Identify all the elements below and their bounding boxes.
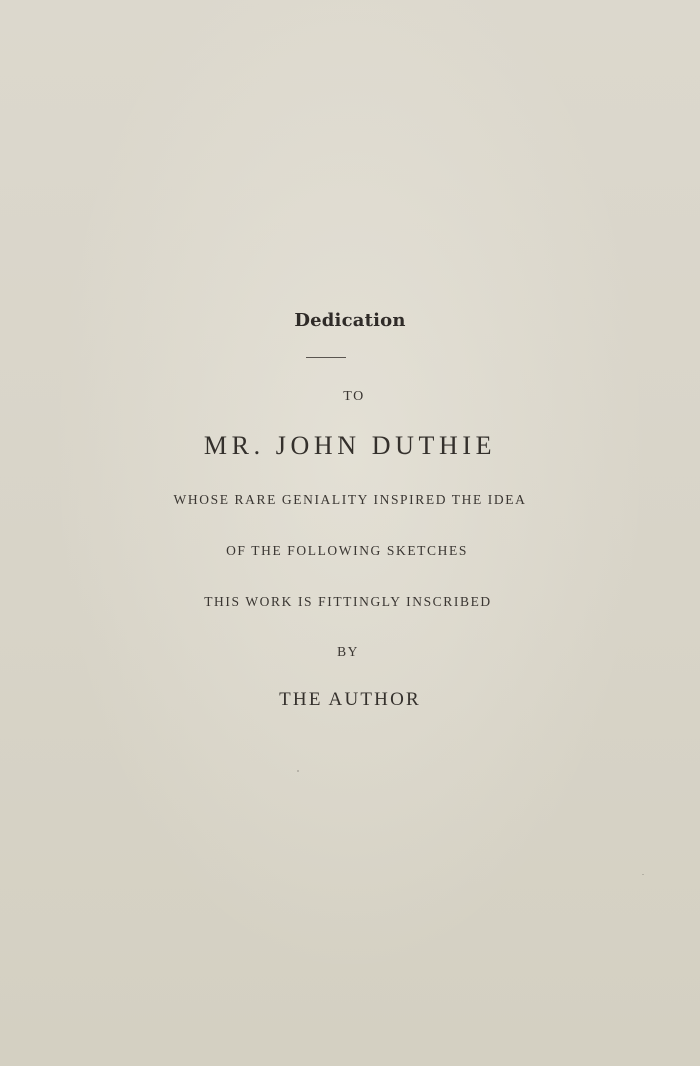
dedication-line-3: THIS WORK IS FITTINGLY INSCRIBED <box>204 594 492 609</box>
dedication-heading: Dedication <box>294 310 406 331</box>
paper-speck <box>297 770 299 772</box>
dedication-signature: THE AUTHOR <box>279 689 421 710</box>
dedication-line-2: OF THE FOLLOWING SKETCHES <box>226 543 468 558</box>
heading-rule <box>306 357 346 358</box>
dedication-line-1: WHOSE RARE GENIALITY INSPIRED THE IDEA <box>173 492 527 507</box>
dedicatee-name: MR. JOHN DUTHIE <box>203 431 497 460</box>
dedication-by: BY <box>337 644 359 659</box>
dedication-to: TO <box>343 389 365 404</box>
paper-speck <box>642 874 644 875</box>
